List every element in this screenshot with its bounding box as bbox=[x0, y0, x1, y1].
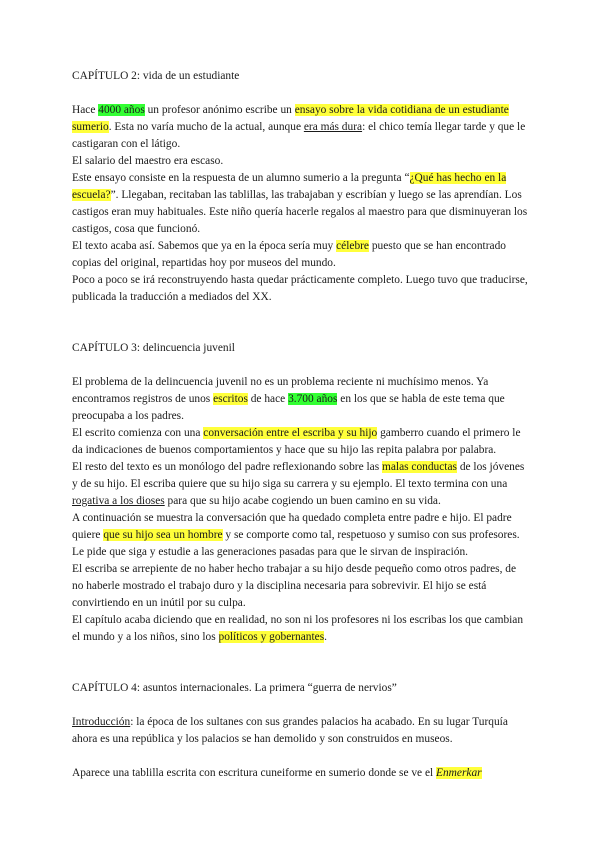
spacer bbox=[72, 357, 530, 374]
text: un profesor anónimo escribe un bbox=[144, 104, 295, 116]
chapter-3-heading: CAPÍTULO 3: delincuencia juvenil bbox=[72, 342, 235, 354]
document-body bbox=[72, 68, 530, 782]
text: y se comporte como tal, respetuoso y sumiso con sus profesores. Le pide que siga y estudie a las generaciones pasadas para que le sirvan de inspiración. bbox=[72, 529, 520, 558]
text: : el chico temía llegar tarde y que le castigaran con el látigo. bbox=[72, 121, 526, 150]
text: Hace bbox=[72, 104, 99, 116]
chapter-2-paragraph-4 bbox=[72, 238, 530, 272]
chapter-4-paragraph-2 bbox=[72, 765, 530, 782]
highlight-yellow: políticos y gobernantes bbox=[218, 631, 325, 643]
chapter-2-paragraph-2: El salario del maestro era escaso. bbox=[72, 155, 224, 167]
text: El escrito comienza con una bbox=[72, 427, 204, 439]
text: El problema de la delincuencia juvenil no es un problema reciente ni muchísimo menos. Ya encontramos registros de unos bbox=[72, 376, 489, 405]
chapter-3-paragraph-1 bbox=[72, 374, 530, 425]
chapter-2-paragraph-1 bbox=[72, 102, 530, 153]
underlined-text: Introducción bbox=[72, 716, 131, 728]
text: puesto que se han encontrado copias del original, repartidas hoy por museos del mundo. bbox=[72, 240, 506, 269]
text: El texto acaba así. Sabemos que ya en la época sería muy bbox=[72, 240, 337, 252]
text: de los jóvenes y de su hijo. El escriba quiere que su hijo siga su carrera y su ejemplo. El texto termina con una bbox=[72, 461, 525, 490]
highlight-yellow: célebre bbox=[336, 240, 369, 252]
spacer bbox=[72, 646, 530, 680]
highlight-green: 3.700 años bbox=[288, 393, 338, 405]
underlined-text: era más dura bbox=[303, 121, 363, 133]
text: ”. Llegaban, recitaban las tablillas, las trabajaban y escribían y luego se las aprendían. Los castigos eran muy habituales. Este niño quería hacerle regalos al maestro para que disminuyeran los castigos, cosa que funcionó. bbox=[72, 189, 528, 235]
text: : la época de los sultanes con sus grandes palacios ha acabado. En su lugar Turquía ahora es una república y los palacios se han demolido y son construidos en museos. bbox=[72, 716, 508, 745]
chapter-3-paragraph-4 bbox=[72, 510, 530, 561]
spacer bbox=[72, 697, 530, 714]
chapter-2-paragraph-3 bbox=[72, 170, 530, 238]
highlight-yellow: ¿Qué has hecho en la escuela? bbox=[72, 172, 507, 201]
highlight-yellow: escritos bbox=[213, 393, 248, 405]
chapter-3-paragraph-6 bbox=[72, 612, 530, 646]
text: . Esta no varía mucho de la actual, aunque bbox=[108, 121, 304, 133]
highlight-yellow: malas conductas bbox=[382, 461, 457, 473]
text: gamberro cuando el primero le da indicaciones de buenos comportamientos y hace que su hijo las repita palabra por palabra. bbox=[72, 427, 521, 456]
highlight-green: 4000 años bbox=[98, 104, 145, 116]
spacer bbox=[72, 85, 530, 102]
text: Aparece una tablilla escrita con escritura cuneiforme en sumerio donde se ve el bbox=[72, 767, 437, 779]
chapter-2-paragraph-5: Poco a poco se irá reconstruyendo hasta quedar prácticamente completo. Luego tuvo que traducirse, publicada la traducción a mediados del XX. bbox=[72, 274, 528, 303]
text: Este ensayo consiste en la respuesta de un alumno sumerio a la pregunta “ bbox=[72, 172, 410, 184]
highlight-yellow: que su hijo sea un hombre bbox=[103, 529, 223, 541]
chapter-3-paragraph-2 bbox=[72, 425, 530, 459]
text: de hace bbox=[247, 393, 289, 405]
text: El capítulo acaba diciendo que en realidad, no son ni los profesores ni los escribas los que cambian el mundo y a los niños, sino los bbox=[72, 614, 524, 643]
chapter-4-heading: CAPÍTULO 4: asuntos internacionales. La primera “guerra de nervios” bbox=[72, 682, 397, 694]
spacer bbox=[72, 748, 530, 765]
highlight-yellow: ensayo sobre la vida cotidiana de un estudiante sumerio bbox=[72, 104, 509, 133]
chapter-2-heading: CAPÍTULO 2: vida de un estudiante bbox=[72, 70, 240, 82]
chapter-3-paragraph-3 bbox=[72, 459, 530, 510]
highlight-yellow: conversación entre el escriba y su hijo bbox=[203, 427, 378, 439]
spacer bbox=[72, 306, 530, 340]
chapter-4-paragraph-1 bbox=[72, 714, 530, 748]
chapter-3-paragraph-5: El escriba se arrepiente de no haber hecho trabajar a su hijo desde pequeño como otros padres, de no haberle mostrado el trabajo duro y la disciplina necesaria para sobrevivir. El hijo se está convirtiendo en un inútil por su culpa. bbox=[72, 563, 517, 609]
text: en los que se habla de este tema que preocupaba a los padres. bbox=[72, 393, 505, 422]
underlined-text: rogativa a los dioses bbox=[72, 495, 165, 507]
highlight-yellow-italic: Enmerkar bbox=[436, 767, 482, 779]
text: El resto del texto es un monólogo del padre reflexionando sobre las bbox=[72, 461, 382, 473]
text: . bbox=[324, 631, 328, 643]
text: para que su hijo acabe cogiendo un buen camino en su vida. bbox=[164, 495, 441, 507]
text: A continuación se muestra la conversación que ha quedado completa entre padre e hijo. El padre quiere bbox=[72, 512, 512, 541]
